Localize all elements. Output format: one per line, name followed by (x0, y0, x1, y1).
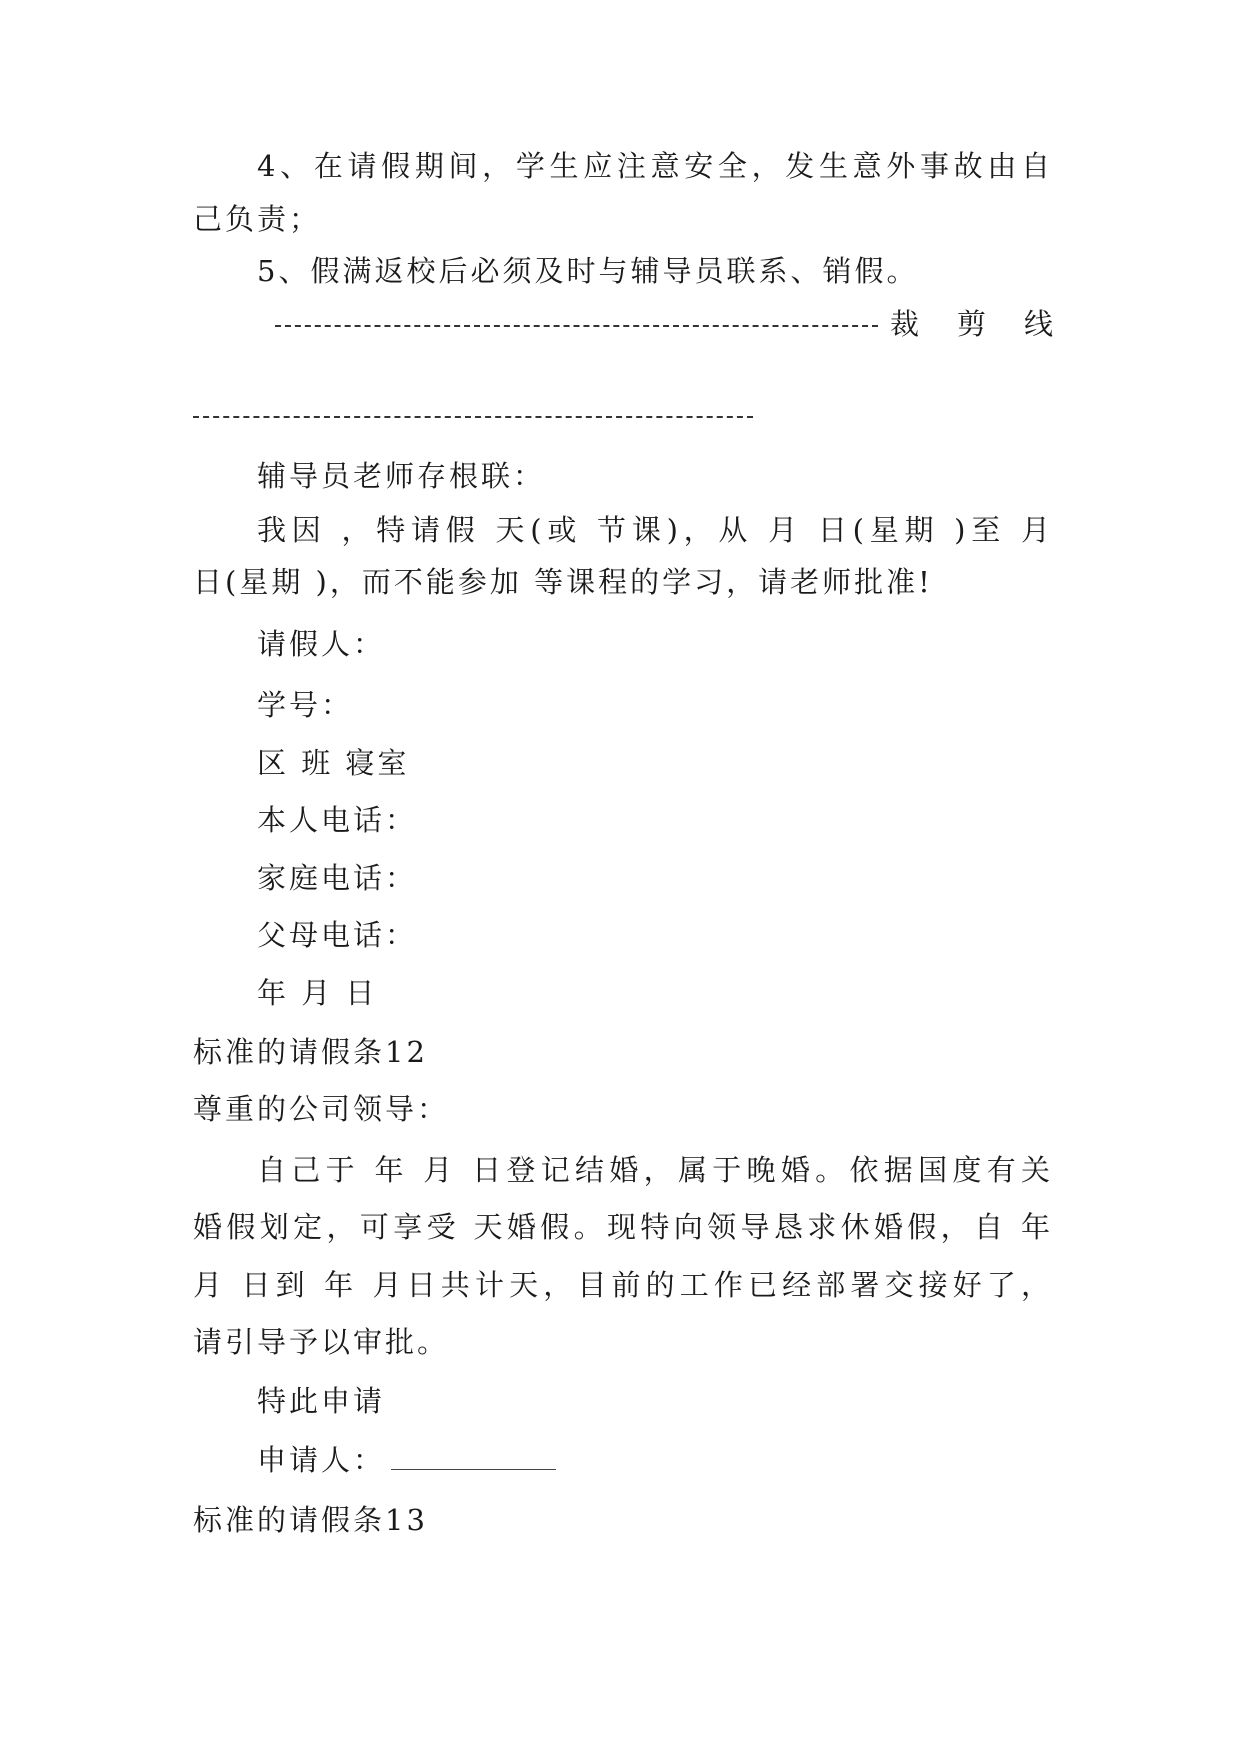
date-line: 年 月 日 (257, 976, 378, 1010)
section-13-title: 标准的请假条13 (193, 1503, 428, 1537)
cut-line-label: 裁剪线 (889, 307, 1091, 341)
signature-line (257, 1440, 1117, 1480)
item-4-line-2: 己负责； (193, 202, 322, 236)
body-line-1: 自己于 年 月 日登记结婚，属于晚婚。依据国度有关 (257, 1153, 1053, 1187)
greeting: 尊重的公司领导： (193, 1092, 450, 1126)
body-line-3: 月 日到 年 月日共计天，目前的工作已经部署交接好了， (193, 1268, 1053, 1302)
section-12-title: 标准的请假条12 (193, 1035, 428, 1069)
signature-blank (391, 1469, 556, 1470)
closing: 特此申请 (257, 1384, 386, 1418)
student-id-label: 学号： (257, 688, 354, 722)
cut-line (275, 304, 1091, 344)
parent-phone-label: 父母电话： (257, 918, 418, 952)
own-phone-label: 本人电话： (257, 803, 418, 837)
cut-line-dashes-left (193, 416, 753, 418)
signature-label: 申请人： (257, 1443, 386, 1477)
item-4-line-1: 4、在请假期间，学生应注意安全，发生意外事故由自 (257, 149, 1053, 183)
body-line-2: 婚假划定，可享受 天婚假。现特向领导恳求休婚假，自 年 (193, 1210, 1053, 1244)
body-line-4: 请引导予以审批。 (193, 1325, 450, 1359)
stub-title: 辅导员老师存根联： (257, 459, 546, 493)
stub-paragraph-line-1: 我因 ，特请假 天(或 节课)，从 月 日(星期 )至 月 (257, 513, 1053, 547)
applicant-label: 请假人： (257, 627, 386, 661)
dorm-line: 区 班 寝室 (257, 746, 410, 780)
item-5: 5、假满返校后必须及时与辅导员联系、销假。 (257, 254, 919, 288)
home-phone-label: 家庭电话： (257, 861, 418, 895)
cut-line-dashes-right (275, 325, 878, 327)
stub-paragraph-line-2: 日(星期 )，而不能参加 等课程的学习，请老师批准! (193, 565, 933, 599)
